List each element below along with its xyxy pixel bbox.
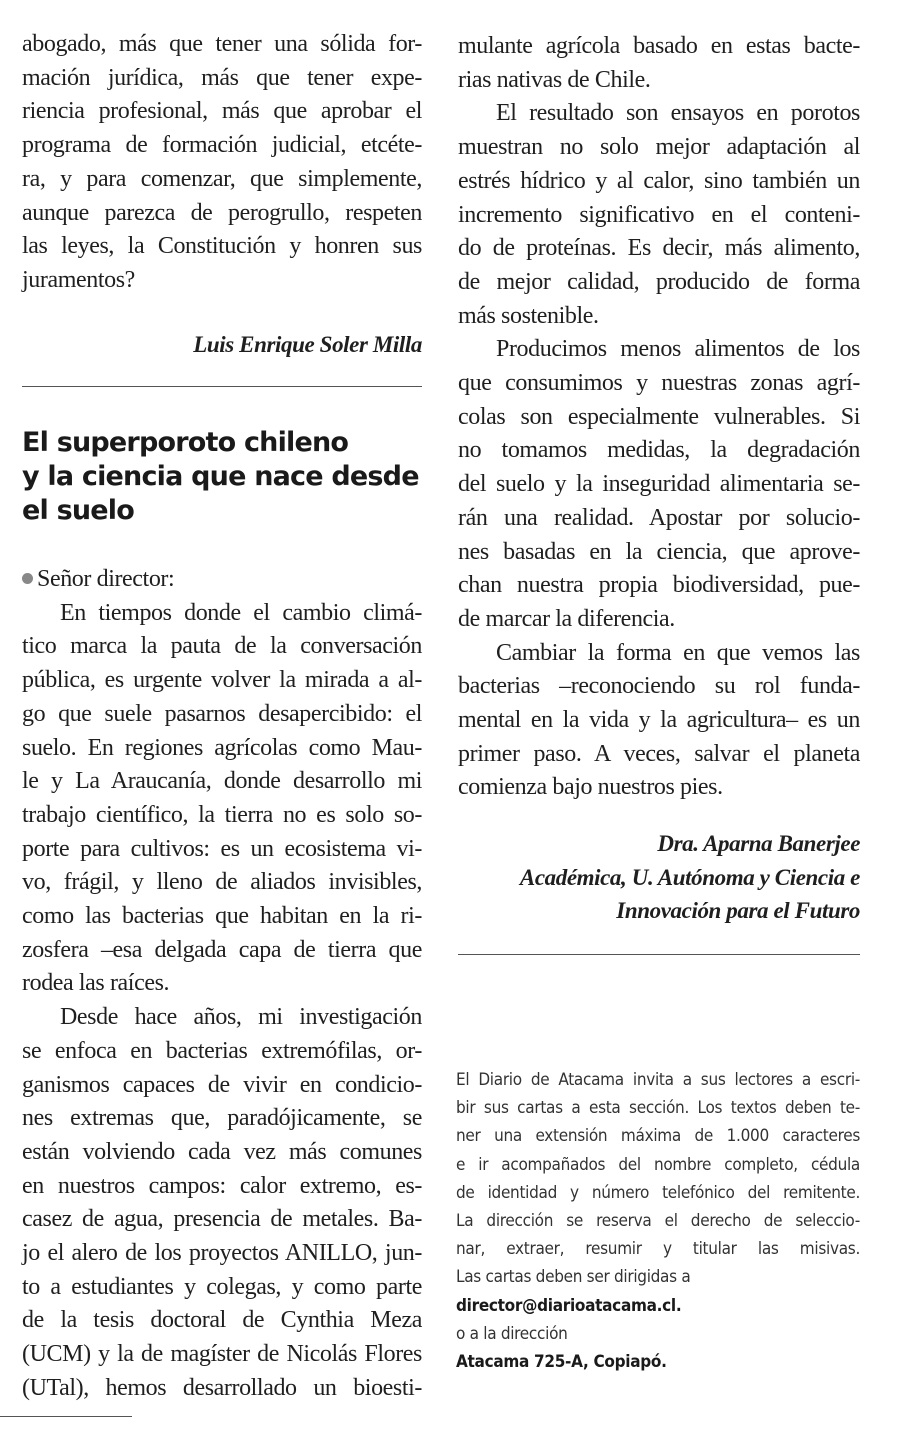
text-line: (UCM) y la de magíster de Nicolás Flores: [22, 1341, 422, 1368]
text-line: pública, es urgente volver la mirada a al-: [22, 667, 422, 694]
footer-divider: [0, 1416, 132, 1417]
text-line: (UTal), hemos desarrollado un bioesti-: [22, 1374, 422, 1401]
notice-line: nar, extraer, resumir y titular las misivas.: [456, 1239, 860, 1260]
text-line: juramentos?: [22, 266, 135, 293]
text-line: mental en la vida y la agricultura– es un: [458, 707, 860, 734]
title-line: El superporoto chileno: [22, 427, 349, 458]
postal-address: Atacama 725-A, Copiapó.: [456, 1352, 667, 1373]
text-line: le y La Araucanía, donde desarrollo mi: [22, 768, 422, 795]
title-line: el suelo: [22, 495, 134, 526]
text-line: estrés hídrico y al calor, sino también un: [458, 167, 860, 194]
notice-line: La dirección se reserva el derecho de seleccio-: [456, 1211, 860, 1232]
divider: [22, 386, 422, 387]
text-line: de la tesis doctoral de Cynthia Meza: [22, 1307, 422, 1334]
text-line: comienza bajo nuestros pies.: [458, 774, 723, 801]
contact-email: director@diarioatacama.cl.: [456, 1295, 682, 1316]
text-line: como las bacterias que habitan en la ri-: [22, 903, 422, 930]
text-line: rán una realidad. Apostar por solucio-: [458, 504, 860, 531]
text-line: programa de formación judicial, etcéte-: [22, 132, 422, 159]
submission-notice: [456, 1066, 860, 1376]
signature-affiliation: Académica, U. Autónoma y Ciencia e: [519, 864, 860, 890]
text-line: de marcar la diferencia.: [458, 605, 675, 632]
text-line: ganismos capaces de vivir en condicio-: [22, 1071, 422, 1098]
text-line: porte para cultivos: es un ecosistema vi-: [22, 835, 422, 862]
text-line: El resultado son ensayos en porotos: [496, 100, 860, 127]
previous-letter-signature: Luis Enrique Soler Milla: [193, 332, 422, 357]
text-line: chan nuestra propia biodiversidad, pue-: [458, 572, 860, 599]
title-line: y la ciencia que nace desde: [22, 461, 419, 492]
text-line: nes extremas que, paradójicamente, se: [22, 1105, 422, 1132]
text-line: riencia profesional, más que aprobar el: [22, 98, 422, 125]
text-line: trabajo científico, la tierra no es solo so-: [22, 801, 422, 828]
notice-line: ner una extensión máxima de 1.000 caracteres: [456, 1126, 860, 1147]
text-line: no tomamos medidas, la degradación: [458, 437, 860, 464]
text-line: colas son especialmente vulnerables. Si: [458, 403, 860, 430]
text-line: to a estudiantes y colegas, y como parte: [22, 1273, 422, 1300]
text-line: del suelo y la inseguridad alimentaria se-: [458, 471, 860, 498]
text-line: vo, frágil, y lleno de aliados invisibles,: [22, 869, 422, 896]
text-line: mación jurídica, más que tener expe-: [22, 64, 422, 91]
article-signature: [458, 827, 860, 928]
text-line: En tiempos donde el cambio climá-: [60, 599, 422, 626]
text-line: rias nativas de Chile.: [458, 66, 651, 93]
text-line: rodea las raíces.: [22, 970, 170, 997]
text-line: nes basadas en la ciencia, que aprove-: [458, 538, 860, 565]
text-line: zosfera –esa delgada capa de tierra que: [22, 936, 422, 963]
text-line: se enfoca en bacterias extremófilas, or-: [22, 1037, 422, 1064]
text-line: están volviendo cada vez más comunes: [22, 1138, 422, 1165]
text-line: primer paso. A veces, salvar el planeta: [458, 740, 860, 767]
text-line: ra, y para comenzar, que simplemente,: [22, 165, 422, 192]
text-line: de mejor calidad, producido de forma: [458, 268, 860, 295]
text-line: casez de agua, presencia de metales. Ba-: [22, 1206, 422, 1233]
text-line: tico marca la pauta de la conversación: [22, 633, 422, 660]
text-line: en nuestros campos: calor extremo, es-: [22, 1172, 422, 1199]
article-title: [22, 426, 422, 528]
notice-line: El Diario de Atacama invita a sus lectores a escri-: [456, 1070, 860, 1090]
notice-line: de identidad y número telefónico del remitente.: [456, 1182, 860, 1203]
text-line: más sostenible.: [458, 302, 599, 329]
previous-letter: [22, 28, 422, 298]
text-line: que consumimos y nuestras zonas agrí-: [458, 370, 860, 397]
text-line: Desde hace años, mi investigación: [60, 1004, 422, 1031]
article-body-left: [22, 563, 422, 1406]
signature-name: Dra. Aparna Banerjee: [657, 831, 860, 856]
notice-line: e ir acompañados del nombre completo, cédula: [456, 1154, 860, 1175]
notice-line: bir sus cartas a esta sección. Los textos deben te-: [456, 1098, 860, 1119]
notice-line: Las cartas deben ser dirigidas a: [456, 1267, 691, 1288]
bullet-icon: [22, 573, 33, 584]
signature-affiliation: Innovación para el Futuro: [616, 898, 860, 924]
notice-line: o a la dirección: [456, 1323, 568, 1344]
text-line: go que suele pasarnos desapercibido: el: [22, 700, 422, 727]
salutation: Señor director:: [22, 563, 422, 597]
text-line: do de proteínas. Es decir, más alimento,: [458, 235, 860, 262]
text-line: las leyes, la Constitución y honren sus: [22, 233, 422, 260]
text-line: Cambiar la forma en que vemos las: [496, 639, 860, 666]
text-line: suelo. En regiones agrícolas como Mau-: [22, 734, 422, 761]
text-line: Producimos menos alimentos de los: [496, 336, 860, 363]
article-body-right: [458, 30, 860, 805]
text-line: aunque parezca de perogrullo, respeten: [22, 199, 422, 226]
text-line: jo el alero de los proyectos ANILLO, jun-: [22, 1240, 422, 1267]
text-line: bacterias –reconociendo su rol funda-: [458, 673, 860, 700]
text-line: mulante agrícola basado en estas bacte-: [458, 33, 860, 59]
text-line: abogado, más que tener una sólida for-: [22, 31, 422, 57]
divider: [458, 954, 860, 955]
text-line: incremento significativo en el conteni-: [458, 201, 860, 228]
text-line: muestran no solo mejor adaptación al: [458, 134, 860, 161]
